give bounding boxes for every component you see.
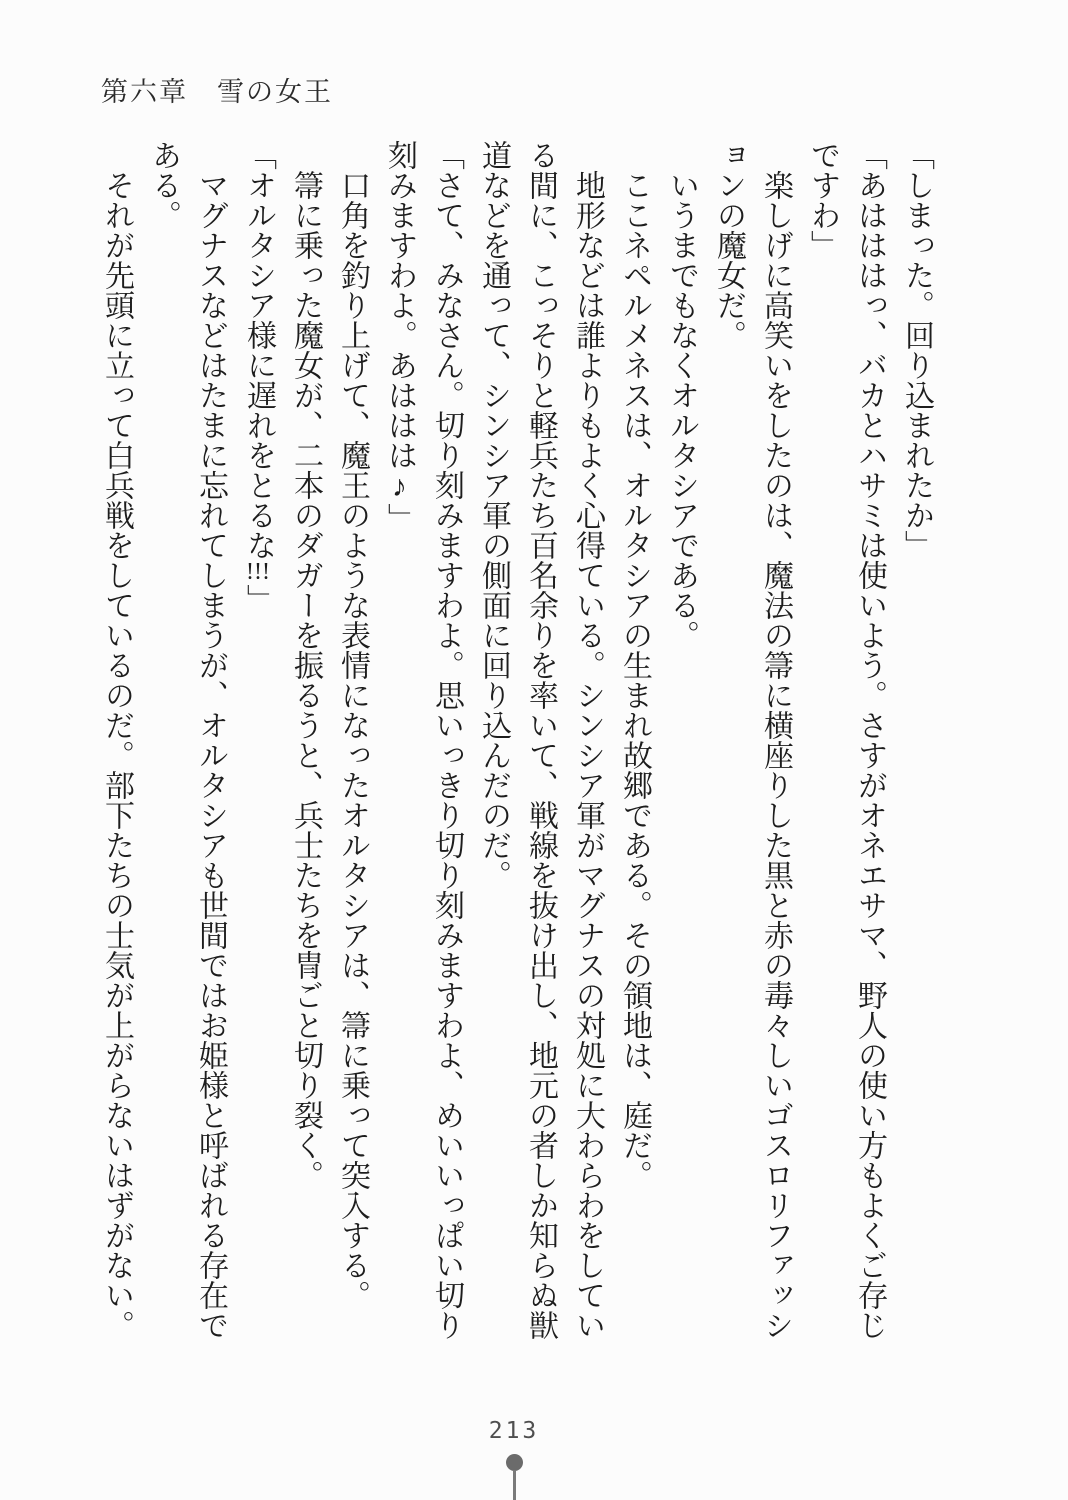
tatechuyoko-exclamations: !!! (246, 560, 270, 584)
text-line: 楽しげに高笑いをしたのは、魔法の箒に横座りした黒と赤の毒々しいゴスロリファッシ (759, 170, 792, 1340)
text-line: それが先頭に立って白兵戦をしているのだ。部下たちの士気が上がらないはずがない。 (100, 170, 133, 1340)
text-line: 刻みますわよ。あははは♪」 (383, 140, 416, 533)
text-line: ですわ」 (806, 140, 839, 260)
text-line: ある。 (147, 140, 180, 230)
text-line: 「しまった。回り込まれたか」 (900, 140, 933, 560)
text-line: 地形などは誰よりもよく心得ている。シンシア軍がマグナスの対処に大わらわをしてい (571, 170, 604, 1340)
text-line: 「あはははっ、バカとハサミは使いよう。さすがオネエサマ、野人の使い方もよくご存じ (853, 140, 886, 1340)
text-line: 箒に乗った魔女が、二本のダガーを振るうと、兵士たちを冑ごと切り裂く。 (289, 170, 322, 1190)
text-line: ョンの魔女だ。 (712, 140, 745, 350)
page-number: 213 (488, 1418, 540, 1444)
text-line: いうまでもなくオルタシアである。 (665, 170, 698, 650)
text-line: る間に、こっそりと軽兵たち百名余りを率いて、戦線を抜け出し、地元の者しか知らぬ獣 (524, 140, 557, 1340)
page-marker-line (513, 1470, 516, 1500)
page-marker-dot (506, 1454, 523, 1471)
text-line: 「オルタシア様に遅れをとるな!!!」 (242, 140, 275, 614)
chapter-header: 第六章 雪の女王 (101, 77, 333, 107)
text-line: 口角を釣り上げて、魔王のような表情になったオルタシアは、箒に乗って突入する。 (336, 170, 369, 1310)
text-block (93, 140, 940, 1355)
page-footer (0, 1418, 1068, 1500)
text-line: 道などを通って、シンシア軍の側面に回り込んだのだ。 (477, 140, 510, 890)
text-line: マグナスなどはたまに忘れてしまうが、オルタシアも世間ではお姫様と呼ばれる存在で (194, 170, 227, 1340)
text-line: ここネペルメネスは、オルタシアの生まれ故郷である。その領地は、庭だ。 (618, 170, 651, 1190)
text-line: 「さて、みなさん。切り刻みますわよ。思いっきり切り刻みますわよ、めいいっぱい切り (430, 140, 463, 1340)
